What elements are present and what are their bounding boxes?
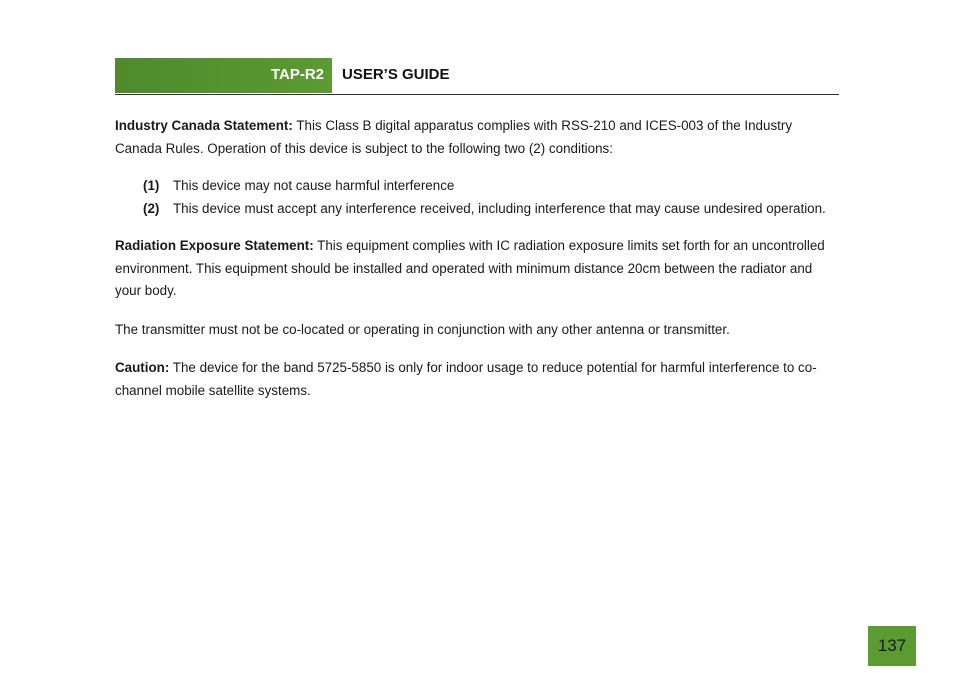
document-body — [115, 115, 839, 418]
caution-text: The device for the band 5725-5850 is only for indoor usage to reduce potential for harmful interference to co-channel mobile satellite systems. — [115, 360, 817, 398]
list-item-text: This device must accept any interference received, including interference that may cause undesired operation. — [173, 200, 826, 216]
transmitter-text: The transmitter must not be co-located or operating in conjunction with any other antenna or transmitter. — [115, 321, 730, 337]
header-product-band — [115, 58, 332, 93]
radiation-exposure-text: This equipment complies with IC radiation exposure limits set forth for an uncontrolled environment. This equipment should be installed and operated with minimum distance 20cm between the radiator and your body. — [115, 238, 825, 298]
transmitter-statement — [115, 319, 839, 342]
page-number: 137 — [868, 626, 916, 666]
header-product-name: TAP-R2 — [270, 66, 324, 83]
list-item — [115, 198, 839, 221]
industry-canada-text: This Class B digital apparatus complies with RSS-210 and ICES-003 of the Industry Canada Rules. Operation of this device is subject to the following two (2) conditions: — [115, 118, 793, 156]
caution-statement — [115, 357, 839, 402]
radiation-exposure-statement — [115, 235, 839, 303]
list-marker: (1) — [143, 178, 160, 193]
page-header — [115, 58, 839, 95]
radiation-exposure-lead: Radiation Exposure Statement: — [115, 238, 314, 253]
conditions-list — [115, 175, 839, 220]
header-guide-title: USER’S GUIDE — [342, 66, 450, 83]
list-marker: (2) — [143, 200, 160, 216]
list-item — [115, 175, 839, 198]
industry-canada-lead: Industry Canada Statement: — [115, 118, 293, 133]
list-item-text: This device may not cause harmful interference — [173, 178, 455, 193]
industry-canada-statement — [115, 115, 839, 160]
caution-lead: Caution: — [115, 360, 170, 375]
